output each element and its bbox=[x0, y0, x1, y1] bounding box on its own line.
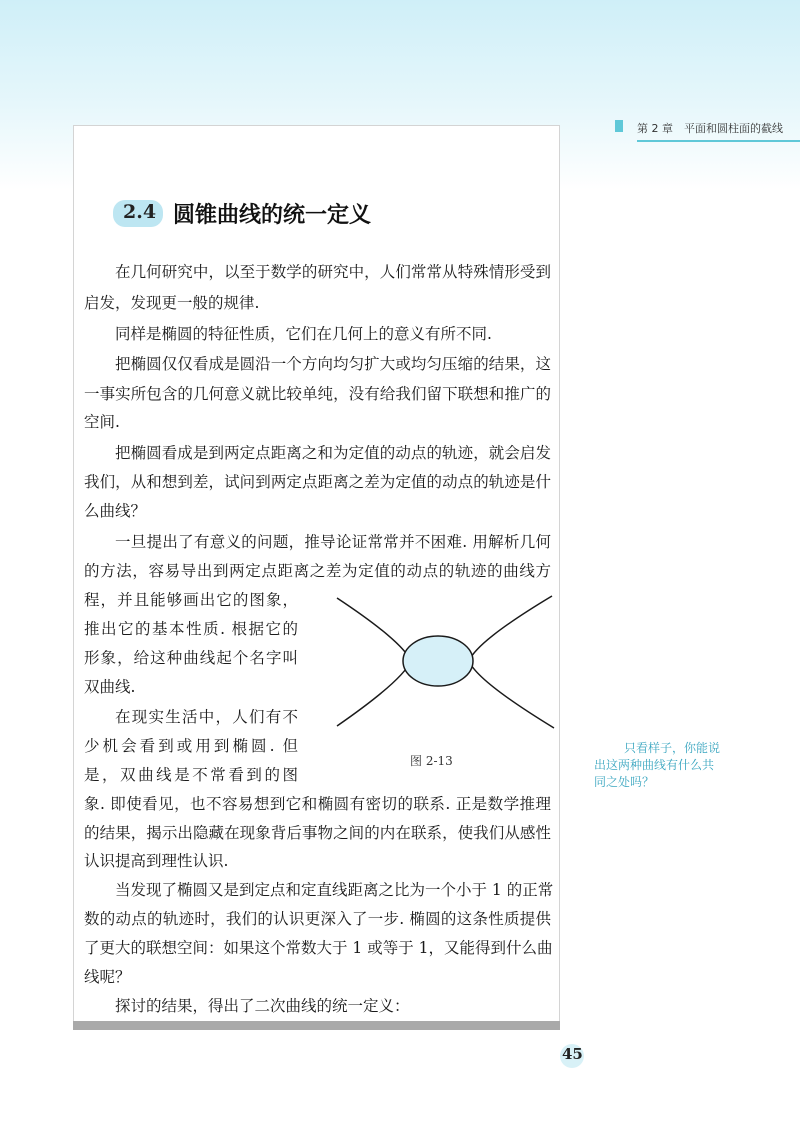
margin-note-line: 只看样子，你能说 bbox=[624, 741, 721, 755]
chapter-rule bbox=[637, 140, 800, 142]
chapter-title: 第 2 章 平面和圆柱面的截线 bbox=[637, 122, 783, 135]
paragraph-line: 把椭圆看成是到两定点距离之和为定值的动点的轨迹，就会启发 bbox=[115, 444, 551, 462]
paragraph-line: 推出它的基本性质. 根据它的 bbox=[84, 620, 298, 638]
figure-caption: 图 2-13 bbox=[410, 754, 453, 768]
paragraph-line: 的结果，揭示出隐藏在现象背后事物之间的内在联系，使我们从感性 bbox=[84, 824, 551, 842]
paragraph-line: 少机会看到或用到椭圆. 但 bbox=[84, 737, 298, 755]
ellipse-shape bbox=[403, 636, 473, 686]
paragraph-line: 认识提高到理性认识. bbox=[84, 852, 229, 870]
hyperbola-left-branch bbox=[337, 598, 411, 726]
paragraph-line: 我们，从和想到差，试问到两定点距离之差为定值的动点的轨迹是什 bbox=[84, 473, 551, 491]
section-number: 2.4 bbox=[123, 201, 157, 223]
paragraph-line: 象. 即使看见，也不容易想到它和椭圆有密切的联系. 正是数学推理 bbox=[84, 795, 551, 813]
paragraph-line: 同样是椭圆的特征性质，它们在几何上的意义有所不同. bbox=[115, 325, 492, 343]
paragraph-line: 程，并且能够画出它的图象， bbox=[84, 591, 298, 609]
paragraph-line: 把椭圆仅仅看成是圆沿一个方向均匀扩大或均匀压缩的结果，这 bbox=[115, 355, 551, 373]
page-bottom-shadow bbox=[73, 1021, 560, 1030]
paragraph-line: 探讨的结果，得出了二次曲线的统一定义： bbox=[115, 997, 410, 1015]
paragraph-line: 当发现了椭圆又是到定点和定直线距离之比为一个小于 1 的正常 bbox=[115, 881, 554, 899]
paragraph-line: 是，双曲线是不常看到的图 bbox=[84, 766, 298, 784]
paragraph-line: 线呢？ bbox=[84, 968, 131, 986]
figure-ellipse-hyperbola bbox=[332, 586, 557, 736]
margin-note bbox=[594, 740, 764, 791]
margin-note-line: 同之处吗？ bbox=[594, 775, 655, 789]
paragraph-line: 数的动点的轨迹时，我们的认识更深入了一步. 椭圆的这条性质提供 bbox=[84, 910, 551, 928]
paragraph-line: 在现实生活中，人们有不 bbox=[115, 708, 298, 726]
paragraph-line: 空间. bbox=[84, 413, 120, 431]
paragraph-line: 么曲线？ bbox=[84, 502, 147, 520]
paragraph-line: 双曲线. bbox=[84, 678, 136, 696]
paragraph-line: 启发，发现更一般的规律. bbox=[84, 294, 260, 312]
chapter-marker bbox=[615, 120, 623, 132]
chapter-header bbox=[615, 118, 800, 148]
section-title: 圆锥曲线的统一定义 bbox=[173, 202, 372, 228]
paragraph-line: 形象，给这种曲线起个名字叫 bbox=[84, 649, 298, 667]
hyperbola-right-branch bbox=[469, 596, 554, 728]
paragraph-line: 的方法，容易导出到两定点距离之差为定值的动点的轨迹的曲线方 bbox=[84, 562, 551, 580]
page-number: 45 bbox=[562, 1045, 583, 1063]
paragraph-line: 了更大的联想空间：如果这个常数大于 1 或等于 1，又能得到什么曲 bbox=[84, 939, 553, 957]
figure-drawing bbox=[332, 586, 557, 736]
paragraph-line: 一事实所包含的几何意义就比较单纯，没有给我们留下联想和推广的 bbox=[84, 385, 551, 403]
margin-note-line: 出这两种曲线有什么共 bbox=[594, 758, 715, 772]
paragraph-line: 在几何研究中，以至于数学的研究中，人们常常从特殊情形受到 bbox=[115, 263, 551, 281]
paragraph-line: 一旦提出了有意义的问题，推导论证常常并不困难. 用解析几何 bbox=[115, 533, 551, 551]
